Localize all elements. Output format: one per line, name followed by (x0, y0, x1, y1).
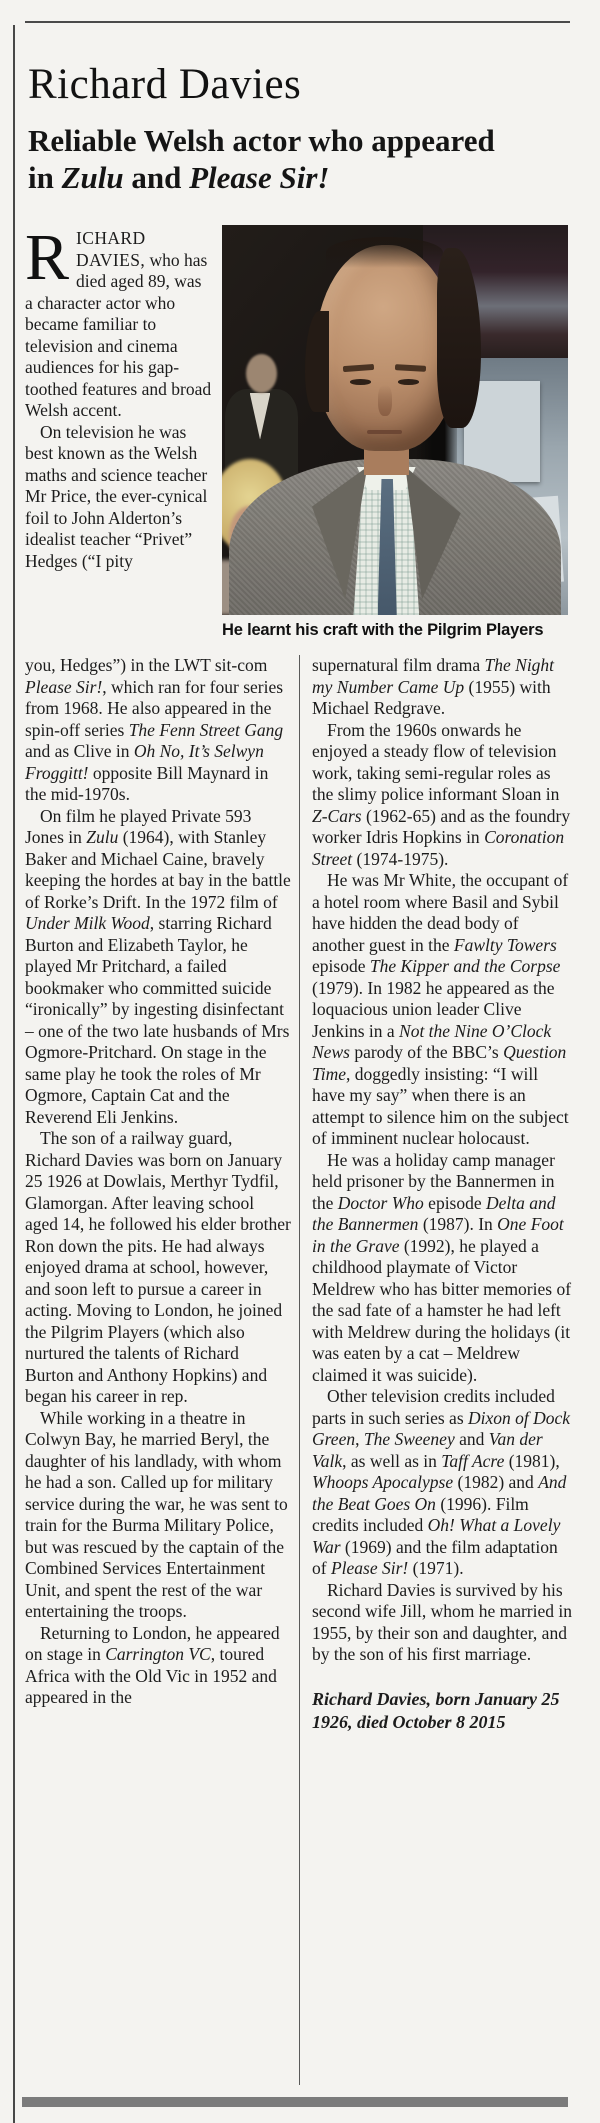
subject-eye-left (350, 379, 371, 384)
paragraph: Returning to London, he appeared on stage in Carrington VC, toured Africa with the Old Vic in 1952 and appeared in the (25, 1622, 280, 1707)
standfirst: Reliable Welsh actor who appeared in Zulu and Please Sir! (28, 122, 495, 195)
paragraph: He was a holiday camp manager held prisoner by the Bannermen in the Doctor Who episode Delta and the Bannermen (1987). In One Foot in the Grave (1992), he played a childhood playmate of Victor Meldrew who has bitter memories of the sad fate of a hamster he had left with Meldrew during the holidays (it was eaten by a cat – Meldrew claimed it was suicide). (312, 1149, 572, 1385)
bottom-separator-bar (22, 2097, 568, 2107)
column-divider-rule (299, 655, 300, 2085)
article-left-column (25, 655, 291, 2085)
sign-off: Richard Davies, born January 25 1926, died October 8 2015 (312, 1688, 560, 1732)
lede-paragraph (25, 228, 213, 422)
subject-nose (378, 385, 392, 416)
photo-caption: He learnt his craft with the Pilgrim Players (222, 621, 544, 639)
right-column-paragraphs (312, 655, 572, 1666)
subject-eye-right (398, 379, 419, 384)
top-rule (25, 21, 570, 23)
paragraph: The son of a railway guard, Richard Davies was born on January 25 1926 at Dowlais, Merthyr Tydfil, Glamorgan. After leaving school aged 14, he followed his elder brother Ron down the pits. He had always enjoyed drama at school, however, and soon left to pursue a career in acting. Moving to London, he joined the Pilgrim Players (which also nurtured the talents of Richard Burton and Anthony Hopkins) and began his career in rep. (25, 1128, 291, 1406)
intro-paragraphs (25, 422, 213, 573)
paragraph: While working in a theatre in Colwyn Bay, he married Beryl, the daughter of his landlady, with whom he had a son. Called up for military service during the war, he was sent to train for the Burma Military Police, but was rescued by the captain of the Combined Services Entertainment Unit, and spent the rest of the war entertaining the troops. (25, 1407, 288, 1621)
paragraph: supernatural film drama The Night my Number Came Up (1955) with Michael Redgrave. (312, 655, 555, 718)
paragraph: Richard Davies is survived by his second wife Jill, whom he married in 1955, by their son and daughter, and by the son of his first marriage. (312, 1579, 573, 1664)
article-right-column (312, 655, 572, 2085)
obituary-photo (222, 225, 568, 615)
paragraph: He was Mr White, the occupant of a hotel room where Basil and Sybil have hidden the dead body of another guest in the Fawlty Towers episode The Kipper and the Corpse (1979). In 1982 he appeared as the loquacious union leader Clive Jenkins in a Not the Nine O’Clock News parody of the BBC’s Question Time, doggedly insisting: “I will have my say” when there is an attempt to silence him on the subject of imminent nuclear holocaust. (312, 870, 569, 1148)
lede-column (25, 228, 213, 652)
drop-cap: R (25, 228, 70, 294)
page-title: Richard Davies (28, 60, 302, 108)
left-column-rule (13, 25, 15, 2123)
paragraph: From the 1960s onwards he enjoyed a steady flow of television work, taking semi-regular roles as the slimy police informant Sloan in Z-Cars (1962-65) and as the foundry worker Idris Hopkins in Coronation Street (1974-1975). (312, 719, 571, 869)
paragraph: On film he played Private 593 Jones in Zulu (1964), with Stanley Baker and Michael Caine, bravely keeping the hordes at bay in the battle of Rorke’s Drift. In the 1972 film of Under Milk Wood, starring Richard Burton and Elizabeth Taylor, he played Mr Pritchard, a failed bookmaker who committed suicide “ironically” by ingesting disinfectant – one of the two late husbands of Mrs Ogmore-Pritchard. On stage in the same play he took the roles of Mr Ogmore, Captain Cat and the Reverend Eli Jenkins. (25, 805, 291, 1127)
paragraph: Other television credits included parts in such series as Dixon of Dock Green, The Sweeney and Van der Valk, as well as in Taff Acre (1981), Whoops Apocalypse (1982) and And the Beat Goes On (1996). Film credits included Oh! What a Lovely War (1969) and the film adaptation of Please Sir! (1971). (312, 1386, 571, 1578)
lede-text: who has died aged 89, was a character actor who became familiar to television and cinema audiences for his gap-toothed features and broad Welsh accent. (25, 249, 212, 420)
photo-background-man-head (246, 354, 277, 393)
lede-lead-in: ICHARD DAVIES, (76, 228, 146, 270)
subject-head (315, 245, 457, 452)
subject-hair-top (326, 237, 444, 268)
subject-mouth (367, 430, 402, 435)
paragraph: On television he was best known as the Welsh maths and science teacher Mr Price, the ever-cynical foil to John Alderton’s idealist teacher “Privet” Hedges (“I pity (25, 421, 208, 571)
paragraph: you, Hedges”) in the LWT sit-com Please Sir!, which ran for four series from 1968. He also appeared in the spin-off series The Fenn Street Gang and as Clive in Oh No, It’s Selwyn Froggitt! opposite Bill Maynard in the mid-1970s. (25, 655, 284, 804)
